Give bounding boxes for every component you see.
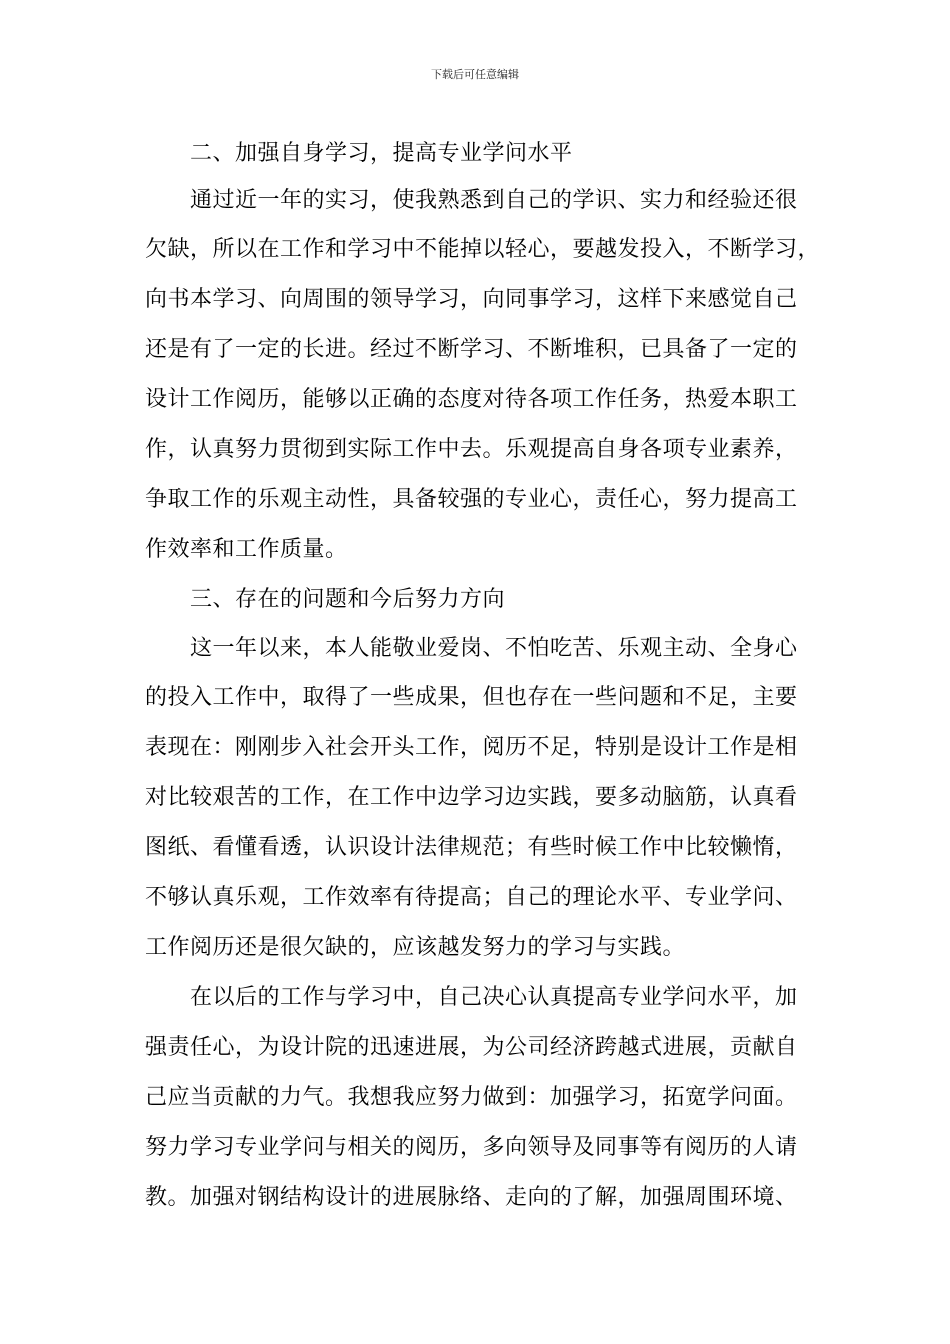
paragraph-line: 己应当贡献的力气。我想我应努力做到：加强学习，拓宽学问面。 (145, 1085, 798, 1110)
paragraph-line: 工作阅历还是很欠缺的，应该越发努力的学习与实践。 (145, 935, 686, 960)
paragraph-line: 这一年以来，本人能敬业爱岗、不怕吃苦、乐观主动、全身心 (190, 636, 798, 661)
paragraph-line: 强责任心，为设计院的迅速进展，为公司经济跨越式进展，贡献自 (145, 1035, 798, 1060)
paragraph-line: 向书本学习、向周围的领导学习，向同事学习，这样下来感觉自己 (145, 287, 798, 312)
paragraph-line: 表现在：刚刚步入社会开头工作，阅历不足，特别是设计工作是相 (145, 735, 798, 760)
paragraph-line: 的投入工作中，取得了一些成果，但也存在一些问题和不足，主要 (145, 685, 798, 710)
paragraph-line: 对比较艰苦的工作，在工作中边学习边实践，要多动脑筋，认真看 (145, 785, 798, 810)
paragraph-line: 不够认真乐观，工作效率有待提高；自己的理论水平、专业学问、 (145, 885, 798, 910)
paragraph-line: 努力学习专业学问与相关的阅历，多向领导及同事等有阅历的人请 (145, 1135, 798, 1160)
paragraph-line: 欠缺，所以在工作和学习中不能掉以轻心，要越发投入，不断学习， (145, 237, 821, 262)
paragraph-line: 在以后的工作与学习中，自己决心认真提高专业学问水平，加 (190, 985, 798, 1010)
paragraph-line: 作效率和工作质量。 (145, 537, 348, 562)
paragraph-line: 争取工作的乐观主动性，具备较强的专业心，责任心，努力提高工 (145, 487, 798, 512)
paragraph-line: 图纸、看懂看透，认识设计法律规范；有些时候工作中比较懒惰， (145, 835, 798, 860)
paragraph-line: 通过近一年的实习，使我熟悉到自己的学识、实力和经验还很 (190, 188, 798, 213)
paragraph-line: 教。加强对钢结构设计的进展脉络、走向的了解，加强周围环境、 (145, 1185, 798, 1210)
paragraph-line: 还是有了一定的长进。经过不断学习、不断堆积，已具备了一定的 (145, 337, 798, 362)
section-heading: 三、存在的问题和今后努力方向 (190, 587, 506, 612)
page-header: 下载后可任意编辑 (431, 68, 519, 81)
section-heading: 二、加强自身学习，提高专业学问水平 (190, 141, 573, 166)
paragraph-line: 作，认真努力贯彻到实际工作中去。乐观提高自身各项专业素养， (145, 437, 798, 462)
paragraph-line: 设计工作阅历，能够以正确的态度对待各项工作任务，热爱本职工 (145, 387, 798, 412)
